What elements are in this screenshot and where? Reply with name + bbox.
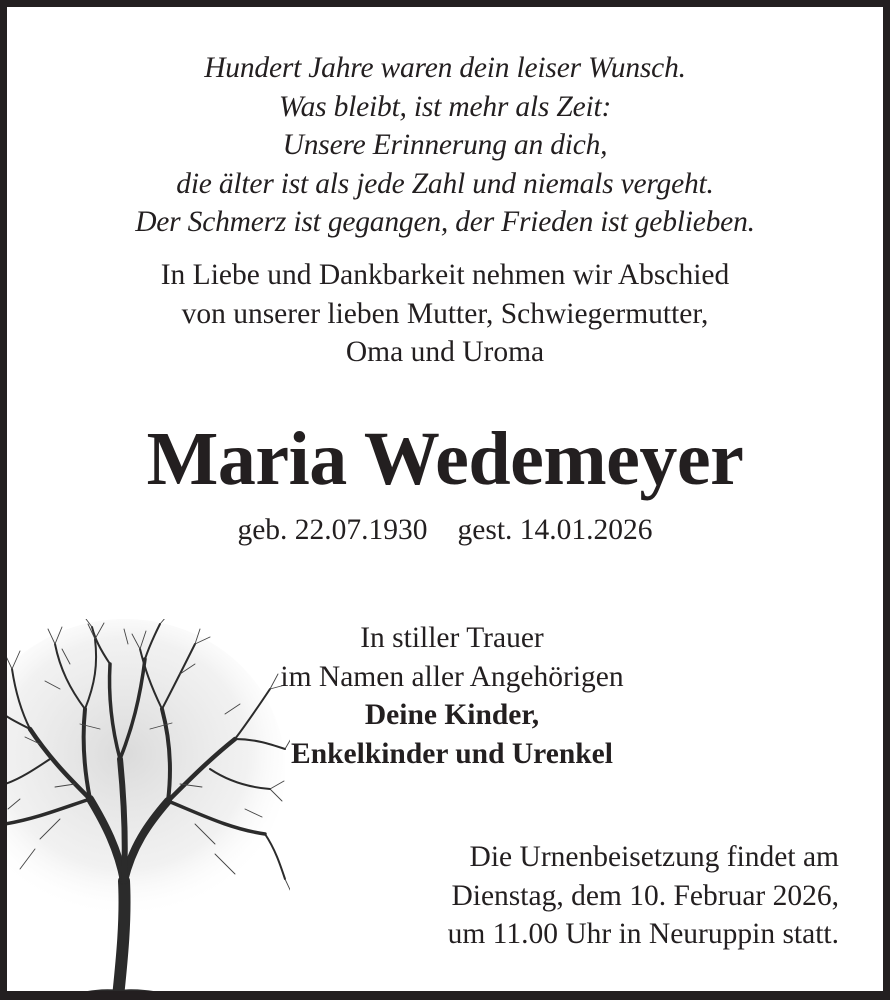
mourners-line: im Namen aller Angehörigen bbox=[280, 660, 624, 693]
intro-line: In Liebe und Dankbarkeit nehmen wir Abschied bbox=[160, 259, 730, 291]
farewell-intro bbox=[7, 256, 883, 372]
intro-line: Oma und Uroma bbox=[345, 336, 545, 368]
mourners-line: In stiller Trauer bbox=[360, 622, 544, 654]
intro-line: von unserer lieben Mutter, Schwiegermutter, bbox=[181, 297, 709, 330]
mourners-family: Deine Kinder, bbox=[364, 699, 540, 731]
funeral-line: um 11.00 Uhr in Neuruppin statt. bbox=[447, 918, 839, 950]
mourners-family: Enkelkinder und Urenkel bbox=[291, 737, 613, 770]
death-date: gest. 14.01.2026 bbox=[457, 514, 653, 546]
funeral-line: Die Urnenbeisetzung findet am bbox=[469, 841, 839, 873]
funeral-info bbox=[448, 838, 839, 954]
life-dates bbox=[7, 510, 883, 550]
poem-line: die älter ist als jede Zahl und niemals vergeht. bbox=[176, 167, 714, 200]
birth-date: geb. 22.07.1930 bbox=[237, 514, 428, 546]
poem-line: Hundert Jahre waren dein leiser Wunsch. bbox=[204, 52, 686, 84]
poem-line: Was bleibt, ist mehr als Zeit: bbox=[278, 90, 612, 123]
mourners-block bbox=[207, 619, 697, 773]
funeral-line: Dienstag, dem 10. Februar 2026, bbox=[451, 879, 839, 912]
poem-line: Unsere Erinnerung an dich, bbox=[282, 129, 608, 161]
poem bbox=[7, 49, 883, 242]
deceased-name: Maria Wedemeyer bbox=[146, 417, 744, 501]
poem-line: Der Schmerz ist gegangen, der Frieden ist geblieben. bbox=[135, 206, 755, 238]
